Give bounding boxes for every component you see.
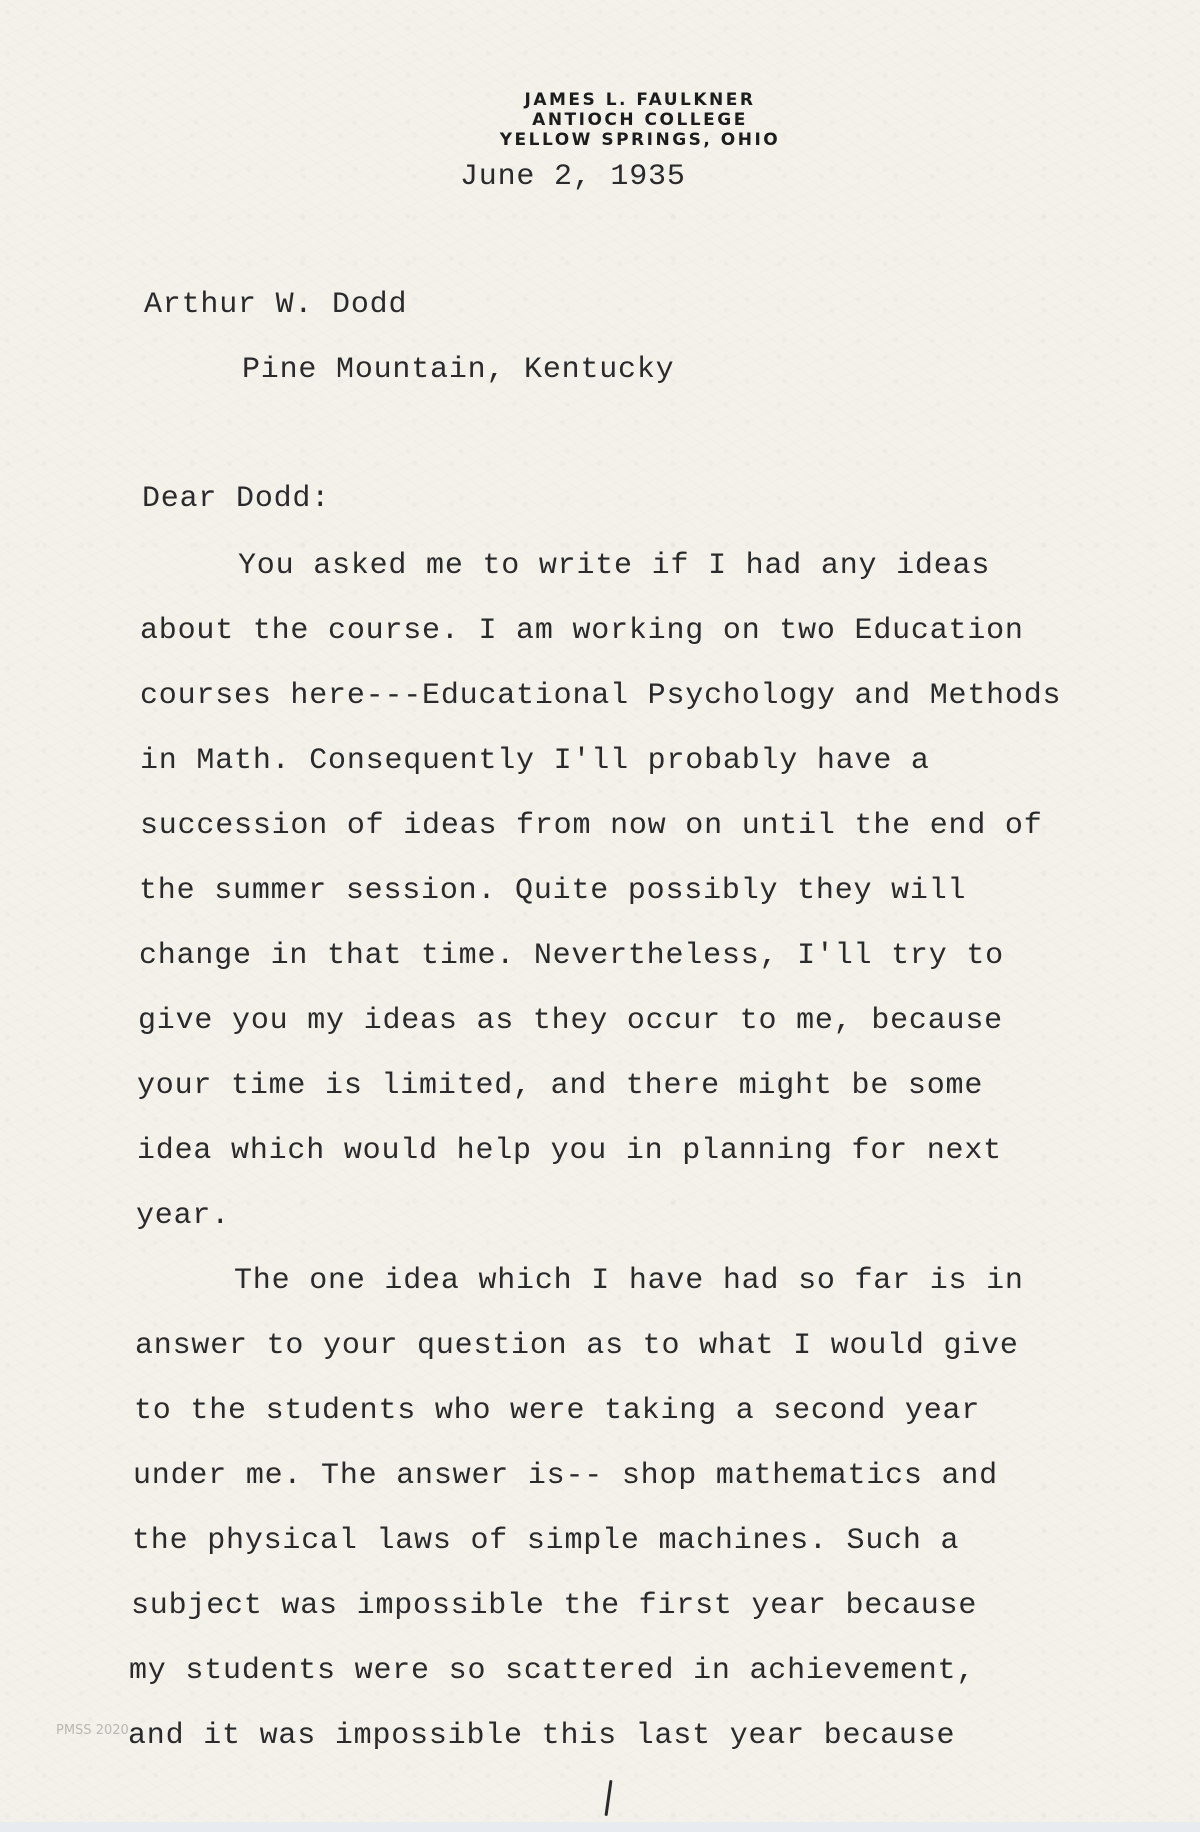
body-line: to the students who were taking a second year	[134, 1394, 981, 1428]
body-line: succession of ideas from now on until the end of	[140, 809, 1043, 843]
body-line: year.	[136, 1199, 231, 1233]
body-line: your time is limited, and there might be some	[137, 1069, 984, 1103]
body-line: the physical laws of simple machines. Such a	[132, 1524, 960, 1558]
body-line: and it was impossible this last year because	[128, 1719, 956, 1753]
recipient-name: Arthur W. Dodd	[144, 288, 408, 322]
letterhead-institution: ANTIOCH COLLEGE	[532, 110, 748, 130]
body-line: answer to your question as to what I would give	[135, 1329, 1019, 1363]
body-line: give you my ideas as they occur to me, because	[138, 1004, 1003, 1038]
body-line: under me. The answer is-- shop mathematics and	[133, 1459, 998, 1493]
letterhead-name: JAMES L. FAULKNER	[524, 90, 756, 110]
body-line: courses here---Educational Psychology and Methods	[140, 679, 1062, 713]
salutation: Dear Dodd:	[142, 482, 331, 516]
body-line: You asked me to write if I had any ideas	[238, 549, 991, 583]
body-line: idea which would help you in planning for next	[137, 1134, 1002, 1168]
body-line: in Math. Consequently I'll probably have a	[140, 744, 930, 778]
body-line: change in that time. Nevertheless, I'll try to	[139, 939, 1004, 973]
letter-date: June 2, 1935	[460, 160, 686, 194]
body-line: The one idea which I have had so far is in	[234, 1264, 1024, 1298]
body-line: my students were so scattered in achievement,	[129, 1654, 976, 1688]
scan-edge	[0, 1822, 1200, 1832]
archive-stamp: PMSS 2020	[56, 1723, 129, 1738]
body-line: about the course. I am working on two Education	[140, 614, 1024, 648]
recipient-address: Pine Mountain, Kentucky	[242, 353, 675, 387]
letterhead-location: YELLOW SPRINGS, OHIO	[499, 130, 781, 150]
body-line: the summer session. Quite possibly they will	[139, 874, 967, 908]
body-line: subject was impossible the first year because	[131, 1589, 978, 1623]
